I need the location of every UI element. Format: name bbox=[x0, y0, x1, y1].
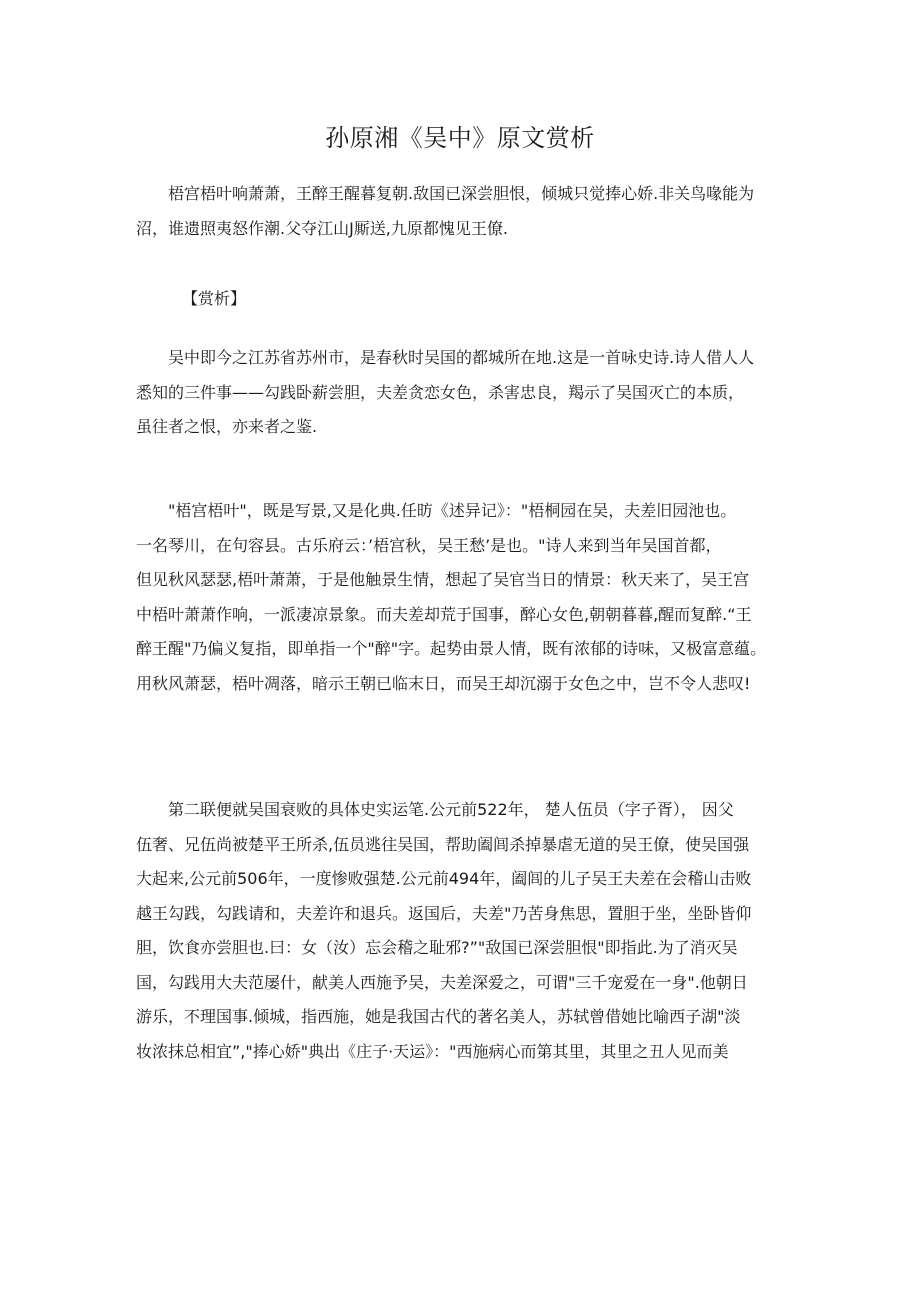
analysis-paragraph-2 bbox=[136, 494, 786, 701]
paragraph-line: 悉知的三件事——勾践卧薪尝胆，夫差贪恋女色，杀害忠良，羯示了吴国灭亡的本质， bbox=[136, 382, 745, 402]
paragraph-line: 游乐，不理国事.倾城，指西施，她是我国古代的著名美人，苏轼曾借她比喻西子湖"淡 bbox=[136, 1007, 741, 1026]
paragraph-line: 越王勾践，勾践请和，夫差许和退兵。返国后，夫差"乃苦身焦思，置胆于坐，坐卧皆仰 bbox=[136, 903, 752, 923]
paragraph-line: 国，勾践用大夫范屡什，献美人西施予吴，夫差深爱之，可谓"三千宠爱在一身".他朝日 bbox=[136, 972, 748, 992]
paragraph-line: 第二联便就吴国衰败的具体史实运笔.公元前522年， 楚人伍员（字子胥）， 因父 bbox=[168, 800, 734, 819]
poem-line: 沼，谁遗照夷怒作潮.父夺江山J厮送,九原都愧见王僚. bbox=[136, 218, 508, 238]
paragraph-line: 用秋风萧瑟，梧叶凋落，暗示王朝已临末日，而吴王却沉溺于女色之中，岂不令人悲叹! bbox=[136, 673, 751, 693]
paragraph-line: 妆浓抹总相宜”,"捧心娇"典出《庄子·天运》："西施病心而第其里，其里之丑人见而美 bbox=[136, 1041, 729, 1061]
analysis-paragraph-1 bbox=[136, 341, 786, 445]
paragraph-line: 伍奢、兄伍尚被楚平王所杀,伍员逃往吴国，帮助阖闾杀掉暴虐无道的吴王僚，使吴国强 bbox=[136, 834, 750, 854]
paragraph-line: 吴中即今之江苏省苏州市，是春秋时吴国的都城所在地.这是一首咏史诗.诗人借人人 bbox=[168, 348, 755, 367]
paragraph-line: 大起来,公元前506年，一度惨败强楚.公元前494年，阖闾的儿子吴王夫差在会稽山击败 bbox=[136, 869, 752, 888]
paragraph-line: 胆，饮食亦尝胆也.曰：女（汝）忘会稽之耻邪?”"敌国已深尝胆恨"即指此.为了消灭吴 bbox=[136, 938, 738, 957]
analysis-paragraph-3 bbox=[136, 793, 786, 1069]
paragraph-line: "梧宫梧叶"，既是写景,又是化典.任昉《述异记》："梧桐园在吴，夫差旧园池也。 bbox=[168, 501, 737, 520]
paragraph-line: 但见秋风瑟瑟,梧叶萧萧，于是他触景生情，想起了吴官当日的情景：秋天来了，吴王宫 bbox=[136, 570, 750, 589]
paragraph-line: 中梧叶萧萧作响，一派凄凉景象。而夫差却荒于国事，醉心女色,朝朝暮暮,醒而复醉.“王 bbox=[136, 604, 752, 624]
poem-text bbox=[136, 177, 786, 246]
document-title: 孙原湘《吴中》原文赏析 bbox=[325, 124, 595, 152]
paragraph-line: 虽往者之恨，亦来者之鉴. bbox=[136, 417, 318, 436]
section-heading: 【赏析】 bbox=[182, 289, 247, 308]
paragraph-line: 醉王醒"乃偏义复指，即单指一个"醉"字。起势由景人情，既有浓郁的诗味，又极富意蕴。 bbox=[136, 639, 767, 658]
poem-line: 梧宫梧叶响萧萧，王醉王醒暮复朝.敌国已深尝胆恨，倾城只觉捧心娇.非关鸟喙能为 bbox=[168, 184, 755, 203]
paragraph-line: 一名琴川，在句容县。古乐府云：’梧宫秋，吴王愁’是也。"诗人来到当年吴国首都， bbox=[136, 535, 722, 555]
